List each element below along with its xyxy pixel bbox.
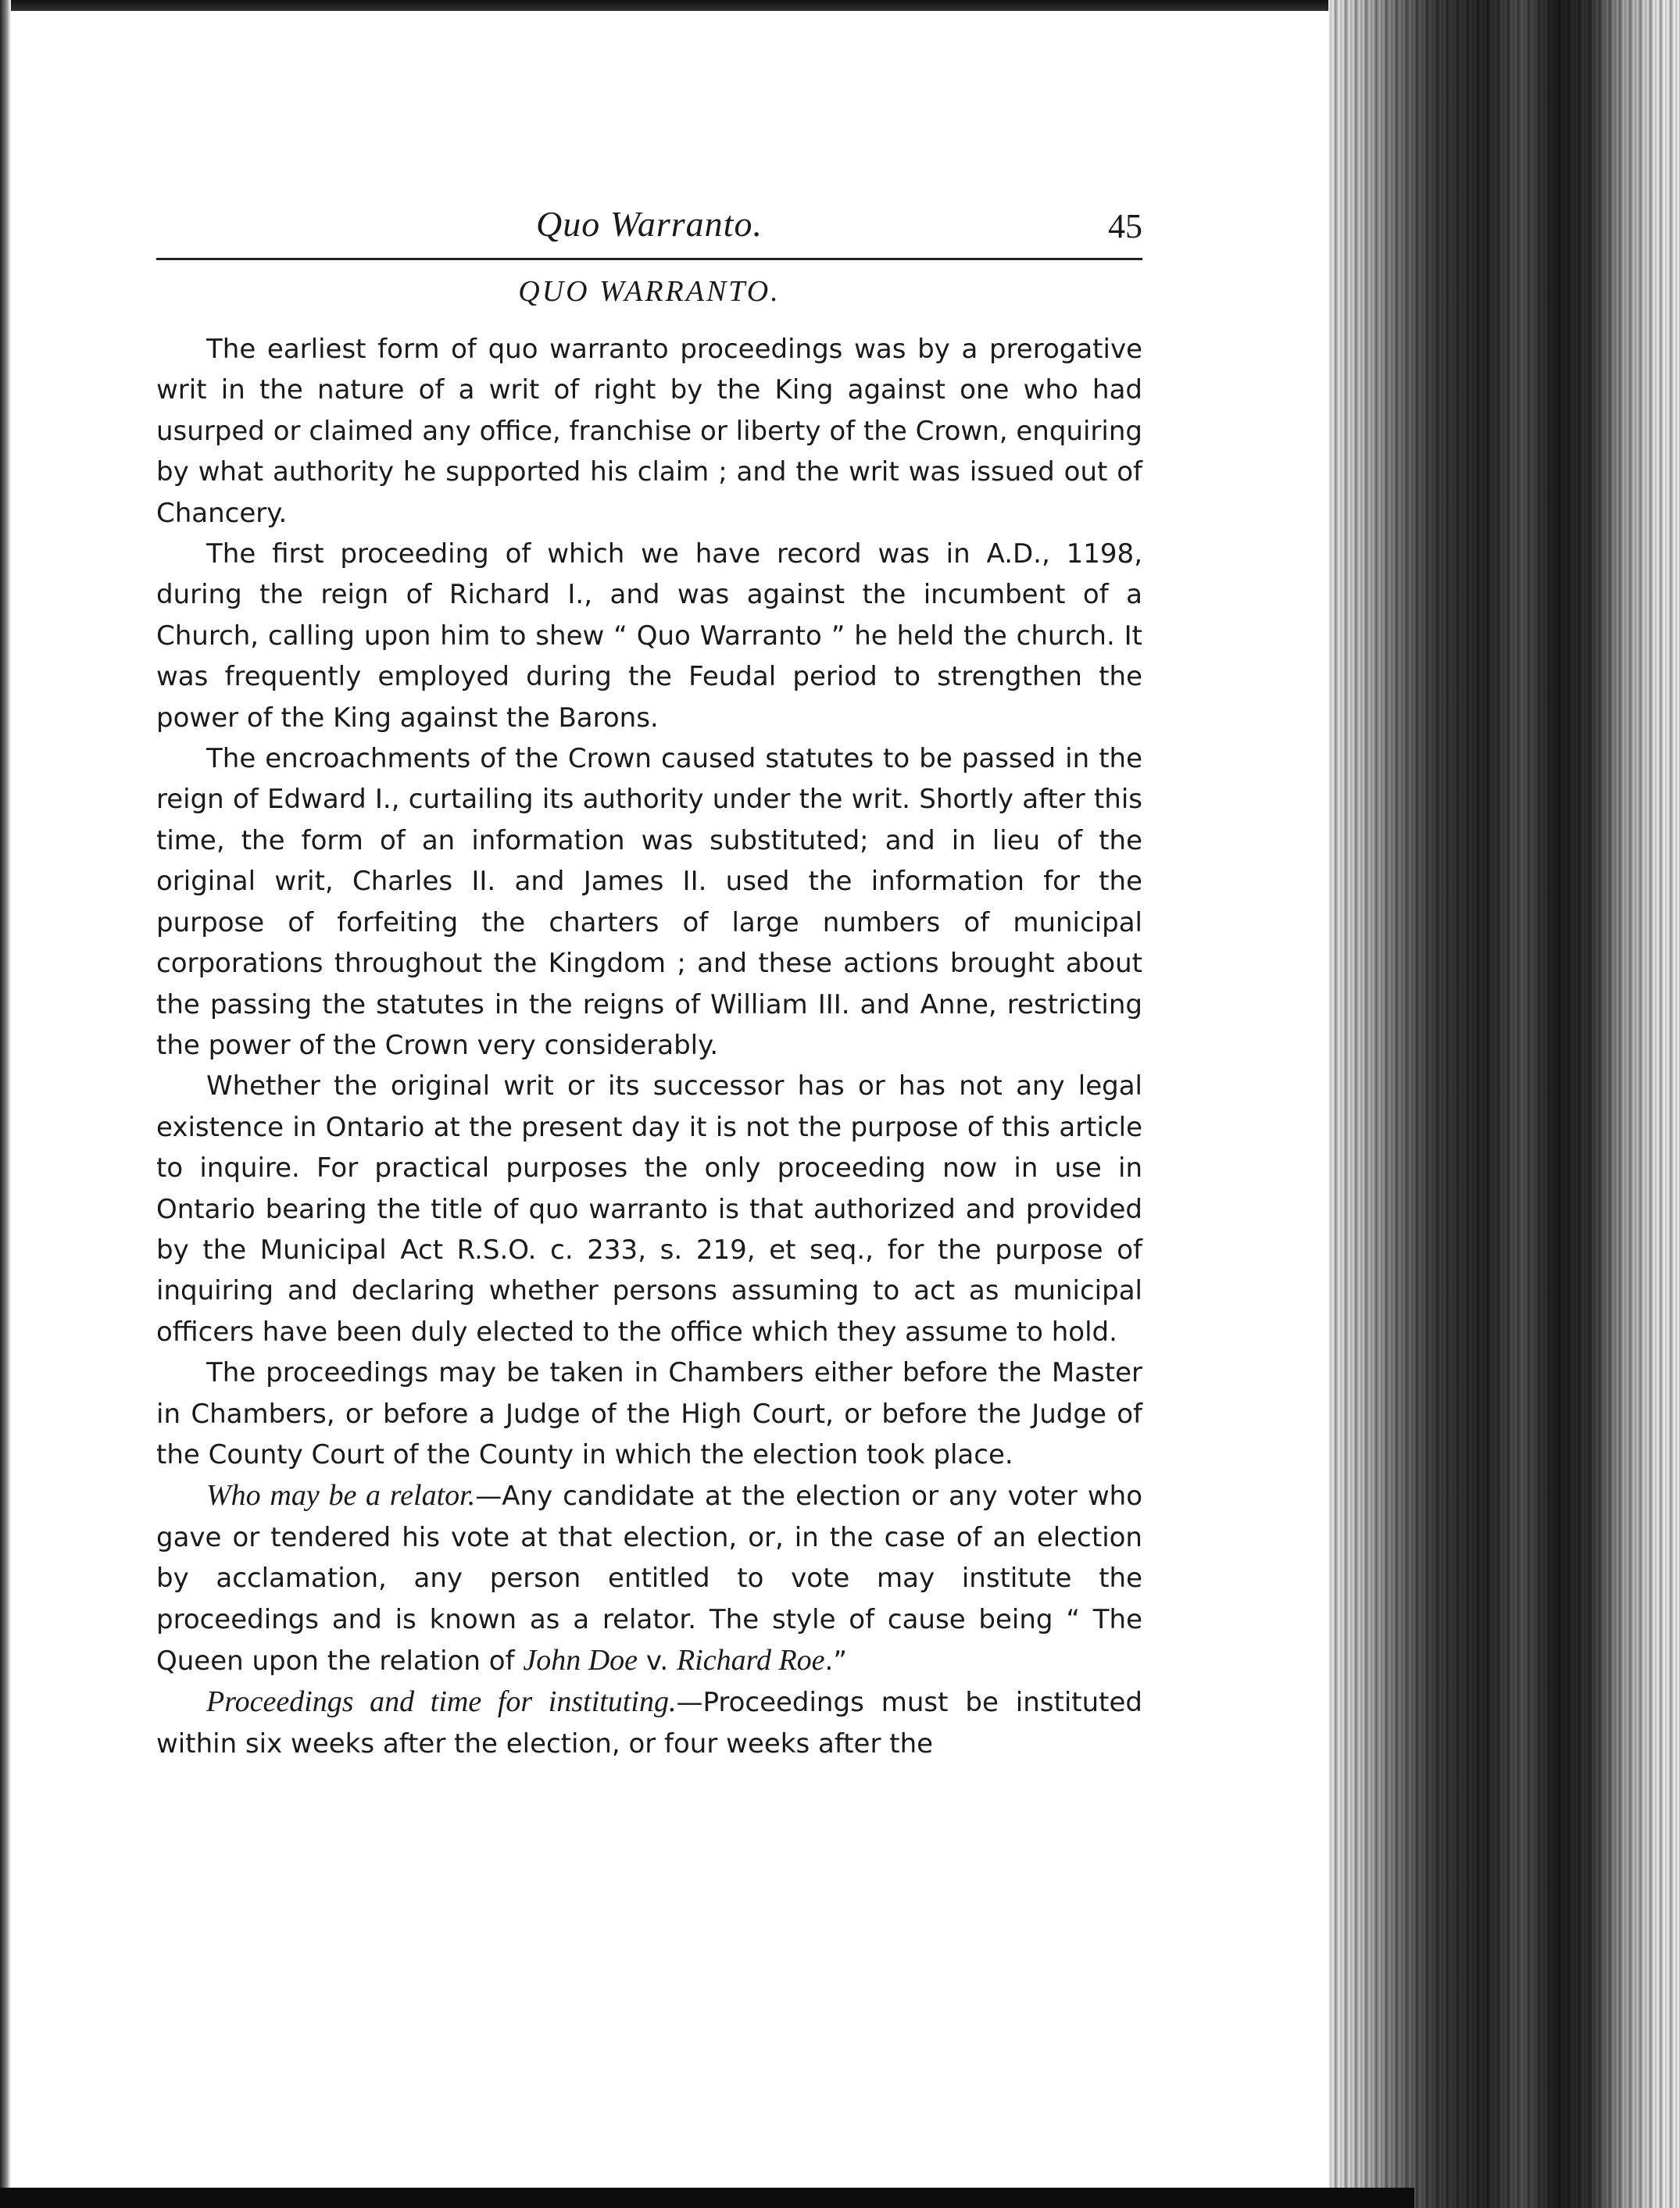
page-number: 45 bbox=[1108, 207, 1142, 245]
paragraph-first-proceeding: The first proceeding of which we have record was in A.D., 1198, during the reign of Richard I., and was against the incumbent of a Church, calling upon him to shew “ Quo Warranto ” he held the church. It was frequently employed during the Feudal period to strengthen the power of the King against the Barons. bbox=[156, 538, 1142, 734]
paragraph-relator bbox=[156, 1475, 1142, 1681]
paragraph-proceedings-time bbox=[156, 1681, 1142, 1764]
book-binding-edge bbox=[1328, 0, 1680, 2208]
relator-party-2: Richard Roe bbox=[676, 1644, 825, 1677]
proceedings-text: —Proceedings must be instituted within six weeks after the election, or four weeks after the bbox=[156, 1687, 1142, 1760]
paragraph-chambers: The proceedings may be taken in Chambers either before the Master in Chambers, or before a Judge of the High Court, or before the Judge of the County Court of the County in which the election took place. bbox=[156, 1357, 1142, 1470]
page-content bbox=[156, 203, 1142, 1764]
header-rule bbox=[156, 258, 1142, 260]
relator-text: —Any candidate at the election or any voter who gave or tendered his vote at that election, or, in the case of an election by acclamation, any person entitled to vote may institute the proceedings and is known as a relator. The style of cause being “ The Queen upon the relation of bbox=[156, 1481, 1142, 1677]
relator-close: .” bbox=[824, 1645, 847, 1677]
scan-border-left bbox=[0, 0, 11, 2208]
relator-party-1: John Doe bbox=[523, 1644, 638, 1677]
section-title: QUO WARRANTO. bbox=[518, 275, 781, 308]
proceedings-heading: Proceedings and time for instituting. bbox=[206, 1685, 677, 1719]
scan-border-bottom bbox=[0, 2188, 1414, 2208]
paragraph-earliest-form: The earliest form of quo warranto proceedings was by a prerogative writ in the nature of a writ of right by the King against one who had usurped or claimed any office, franchise or liberty of the Crown, enquiring by what authority he supported his claim ; and the writ was issued out of Chancery. bbox=[156, 334, 1142, 529]
paragraph-encroachments: The encroachments of the Crown caused statutes to be passed in the reign of Edward I., curtailing its authority under the writ. Shortly after this time, the form of an information was substituted; and in lieu of the original writ, Charles II. and James II. used the information for the purpose of forfeiting the charters of large numbers of municipal corporations throughout the Kingdom ; and these actions brought about the passing the statutes in the reigns of William III. and Anne, restricting the power of the Crown very considerably. bbox=[156, 743, 1142, 1061]
relator-versus: v. bbox=[638, 1645, 677, 1677]
relator-heading: Who may be a relator. bbox=[206, 1479, 476, 1513]
running-head bbox=[156, 203, 1142, 258]
running-title: Quo Warranto. bbox=[536, 204, 763, 244]
scan-border-top bbox=[0, 0, 1414, 11]
paragraph-ontario-existence: Whether the original writ or its successor has or has not any legal existence in Ontario at the present day it is not the purpose of this article to inquire. For practical purposes the only proceeding now in use in Ontario bearing the title of quo warranto is that authorized and provided by the Municipal Act R.S.O. c. 233, s. 219, et seq., for the purpose of inquiring and declaring whether persons assuming to act as municipal officers have been duly elected to the office which they assume to hold. bbox=[156, 1070, 1142, 1348]
